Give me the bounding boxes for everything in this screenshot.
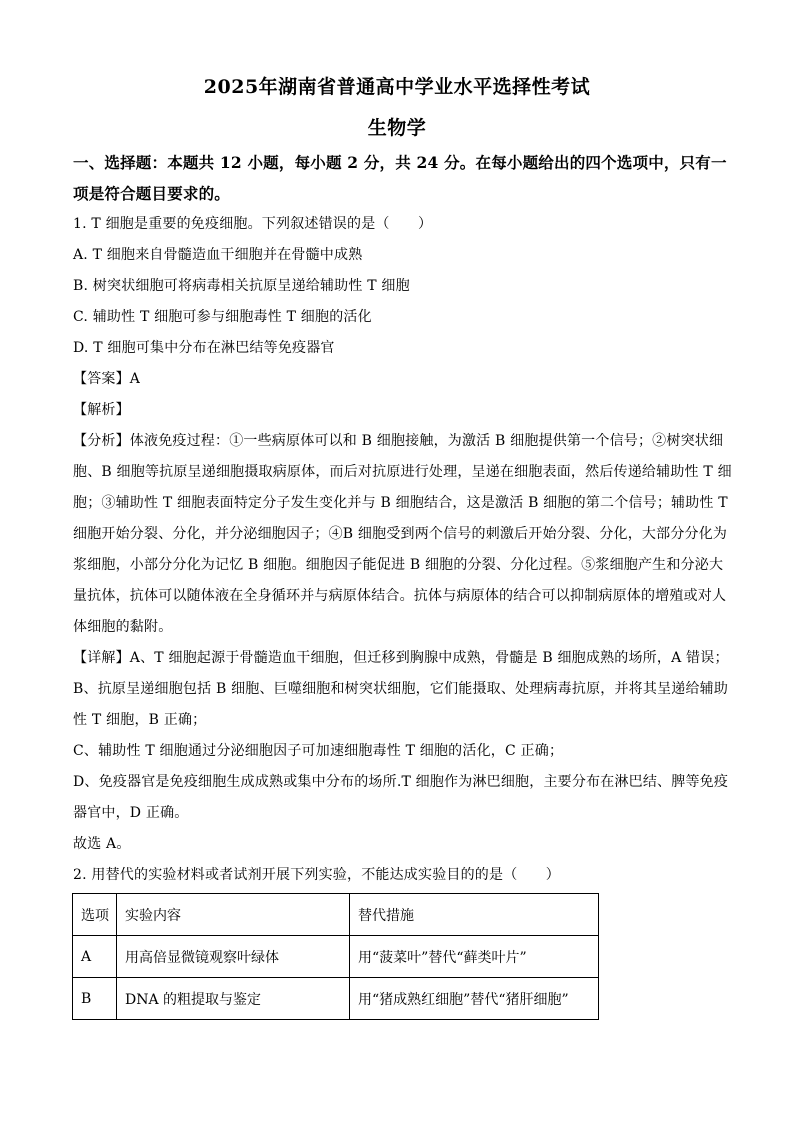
table-cell: 用“菠菜叶”替代“藓类叶片” — [350, 936, 599, 978]
table-cell: A — [73, 936, 117, 978]
q1-conclusion: 故选 A。 — [73, 836, 131, 852]
q1-option-a: A. T 细胞来自骨髓造血干细胞并在骨髓中成熟 — [73, 247, 363, 263]
q1-analysis-line: 浆细胞，小部分分化为记忆 B 细胞。细胞因子能促进 B 细胞的分裂、分化过程。⑤浆细胞产生和分泌大 — [73, 557, 724, 573]
section-heading-line1: 一、选择题：本题共 12 小题，每小题 2 分，共 24 分。在每小题给出的四个选项中，只有一 — [73, 153, 727, 172]
q1-detail-line: 性 T 细胞，B 正确； — [73, 712, 207, 728]
table-cell: DNA 的粗提取与鉴定 — [117, 978, 350, 1020]
table-row — [73, 978, 599, 1020]
table-row — [73, 936, 599, 978]
table-header-cell: 实验内容 — [117, 894, 350, 936]
table-cell: 用“猪成熟红细胞”替代“猪肝细胞” — [350, 978, 599, 1020]
q2-stem: 2. 用替代的实验材料或者试剂开展下列实验，不能达成实验目的的是（ ） — [73, 867, 561, 883]
q1-detail-line: B、抗原呈递细胞包括 B 细胞、巨噬细胞和树突状细胞，它们能摄取、处理病毒抗原，并将其呈递给辅助 — [73, 681, 729, 697]
q1-answer: 【答案】A — [73, 371, 141, 387]
q1-detail-line: 器官中，D 正确。 — [73, 805, 189, 821]
q1-analysis-line: 胞；③辅助性 T 细胞表面特定分子发生变化并与 B 细胞结合，这是激活 B 细胞的第二个信号；辅助性 T — [73, 495, 728, 511]
q1-analysis-line: 体细胞的黏附。 — [73, 619, 173, 635]
exam-title: 2025年湖南省普通高中学业水平选择性考试 — [203, 76, 591, 98]
q1-analysis-line: 【分析】体液免疫过程：①一些病原体可以和 B 细胞接触，为激活 B 细胞提供第一个信号；②树突状细 — [73, 433, 724, 449]
q1-stem: 1. T 细胞是重要的免疫细胞。下列叙述错误的是（ ） — [73, 216, 433, 232]
q1-detail-line: D、免疫器官是免疫细胞生成成熟或集中分布的场所.T 细胞作为淋巴细胞，主要分布在淋巴结、脾等免疫 — [73, 774, 729, 790]
q1-analysis-line: 胞、B 细胞等抗原呈递细胞摄取病原体，而后对抗原进行处理，呈递在细胞表面，然后传递给辅助性 T 细 — [73, 464, 732, 480]
table-cell: 用高倍显微镜观察叶绿体 — [117, 936, 350, 978]
q1-analysis-line: 细胞开始分裂、分化，并分泌细胞因子；④B 细胞受到两个信号的刺激后开始分裂、分化，大部分分化为 — [73, 526, 728, 542]
q1-detail-line: 【详解】A、T 细胞起源于骨髓造血干细胞，但迁移到胸腺中成熟，骨髓是 B 细胞成熟的场所，A 错误； — [73, 650, 729, 666]
q2-options-table — [72, 893, 599, 1020]
q1-detail-line: C、辅助性 T 细胞通过分泌细胞因子可加速细胞毒性 T 细胞的活化，C 正确； — [73, 743, 564, 759]
subject-title: 生物学 — [367, 117, 427, 139]
q1-option-b: B. 树突状细胞可将病毒相关抗原呈递给辅助性 T 细胞 — [73, 278, 410, 294]
q1-analysis-tag: 【解析】 — [73, 402, 130, 418]
table-header-cell: 替代措施 — [350, 894, 599, 936]
q1-analysis-line: 量抗体，抗体可以随体液在全身循环并与病原体结合。抗体与病原体的结合可以抑制病原体的增殖或对人 — [73, 588, 727, 604]
table-header-row — [73, 894, 599, 936]
table-header-cell: 选项 — [73, 894, 117, 936]
q1-option-c: C. 辅助性 T 细胞可参与细胞毒性 T 细胞的活化 — [73, 309, 372, 325]
q1-option-d: D. T 细胞可集中分布在淋巴结等免疫器官 — [73, 340, 335, 356]
table-cell: B — [73, 978, 117, 1020]
section-heading-line2: 项是符合题目要求的。 — [73, 184, 231, 203]
